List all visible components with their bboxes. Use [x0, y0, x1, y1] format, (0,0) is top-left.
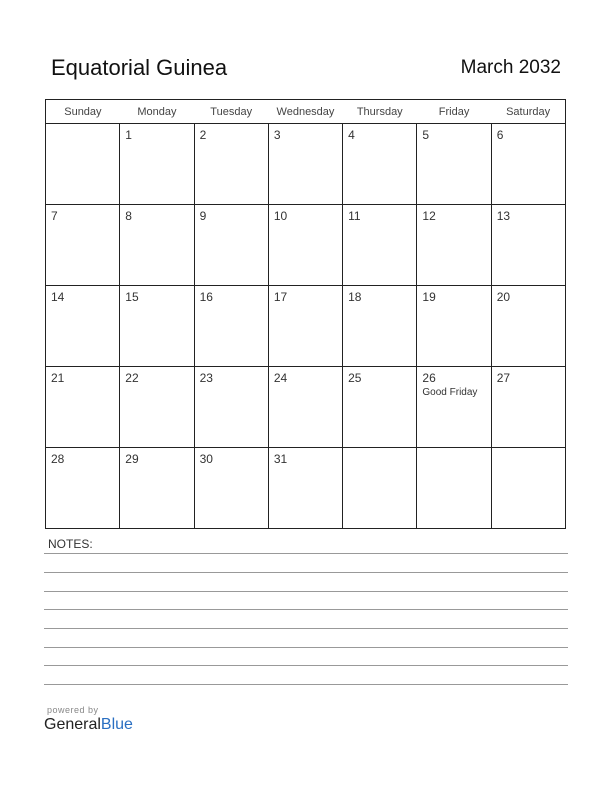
week-row [46, 286, 566, 367]
note-line [44, 684, 568, 685]
footer-brand [44, 705, 133, 734]
brand-blue: Blue [100, 716, 133, 733]
day-cell [46, 124, 120, 205]
day-number: 19 [422, 290, 436, 304]
day-cell [268, 205, 342, 286]
day-cell [194, 448, 268, 529]
powered-by-text: powered by [47, 705, 99, 715]
day-cell [343, 124, 417, 205]
day-cell [194, 367, 268, 448]
day-cell [194, 205, 268, 286]
day-number: 25 [348, 371, 362, 385]
brand-logo [44, 716, 133, 734]
day-number: 9 [199, 209, 207, 223]
day-cell [268, 286, 342, 367]
day-number: 22 [125, 371, 139, 385]
weekday-header: Saturday [491, 100, 565, 124]
day-number: 16 [199, 290, 213, 304]
weekday-header: Monday [120, 100, 194, 124]
day-cell [417, 448, 491, 529]
weekday-header: Thursday [343, 100, 417, 124]
day-number: 17 [273, 290, 288, 304]
day-cell [343, 286, 417, 367]
weekday-header-row [46, 100, 566, 124]
day-cell [417, 205, 491, 286]
day-number: 15 [125, 290, 139, 304]
day-number: 26 [422, 371, 436, 385]
weekday-header: Sunday [46, 100, 120, 124]
day-number: 23 [199, 371, 213, 385]
note-line [44, 553, 568, 554]
day-cell [491, 286, 565, 367]
calendar-country-title: Equatorial Guinea [51, 55, 228, 80]
day-number: 7 [51, 209, 58, 223]
note-line [44, 572, 568, 573]
day-number: 24 [273, 371, 288, 385]
day-cell [46, 448, 120, 529]
day-number: 5 [422, 128, 430, 142]
day-number: 30 [199, 452, 213, 466]
day-cell [120, 205, 194, 286]
week-row [46, 448, 566, 529]
day-cell [491, 124, 565, 205]
week-row [46, 205, 566, 286]
day-cell [120, 124, 194, 205]
day-cell [46, 205, 120, 286]
day-number: 8 [125, 209, 132, 223]
day-number: 31 [273, 452, 288, 466]
day-cell [343, 448, 417, 529]
note-line [44, 647, 568, 648]
day-cell [120, 367, 194, 448]
calendar-grid [45, 99, 566, 529]
day-number: 14 [51, 290, 65, 304]
day-number: 10 [273, 209, 288, 223]
day-cell [46, 367, 120, 448]
week-row [46, 367, 566, 448]
day-cell [343, 205, 417, 286]
day-number: 27 [496, 371, 511, 385]
day-number: 18 [348, 290, 362, 304]
day-number: 6 [496, 128, 504, 142]
weekday-header: Friday [417, 100, 491, 124]
day-cell [120, 286, 194, 367]
day-number: 28 [51, 452, 65, 466]
day-cell [417, 367, 491, 448]
day-number: 13 [496, 209, 511, 223]
note-line [44, 665, 568, 666]
weekday-header: Tuesday [194, 100, 268, 124]
day-cell [491, 367, 565, 448]
note-line [44, 609, 568, 610]
note-line [44, 591, 568, 592]
day-cell [268, 124, 342, 205]
day-cell [491, 448, 565, 529]
calendar-month-year: March 2032 [460, 57, 561, 78]
calendar-body [46, 124, 566, 529]
day-cell [46, 286, 120, 367]
day-cell [491, 205, 565, 286]
note-line [44, 628, 568, 629]
day-cell [194, 286, 268, 367]
holiday-label: Good Friday [422, 387, 478, 398]
day-cell [120, 448, 194, 529]
day-cell [268, 448, 342, 529]
brand-general: General [44, 716, 101, 733]
notes-label: NOTES: [48, 537, 93, 551]
day-number: 20 [496, 290, 511, 304]
day-number: 11 [348, 209, 361, 223]
weekday-header: Wednesday [268, 100, 342, 124]
day-number: 12 [422, 209, 436, 223]
day-cell [417, 124, 491, 205]
day-cell [343, 367, 417, 448]
day-number: 29 [125, 452, 139, 466]
day-number: 4 [348, 128, 355, 142]
day-number: 21 [51, 371, 65, 385]
day-cell [194, 124, 268, 205]
day-cell [417, 286, 491, 367]
day-number: 2 [199, 128, 207, 142]
week-row [46, 124, 566, 205]
day-cell [268, 367, 342, 448]
day-number: 3 [273, 128, 281, 142]
day-number: 1 [125, 128, 132, 142]
